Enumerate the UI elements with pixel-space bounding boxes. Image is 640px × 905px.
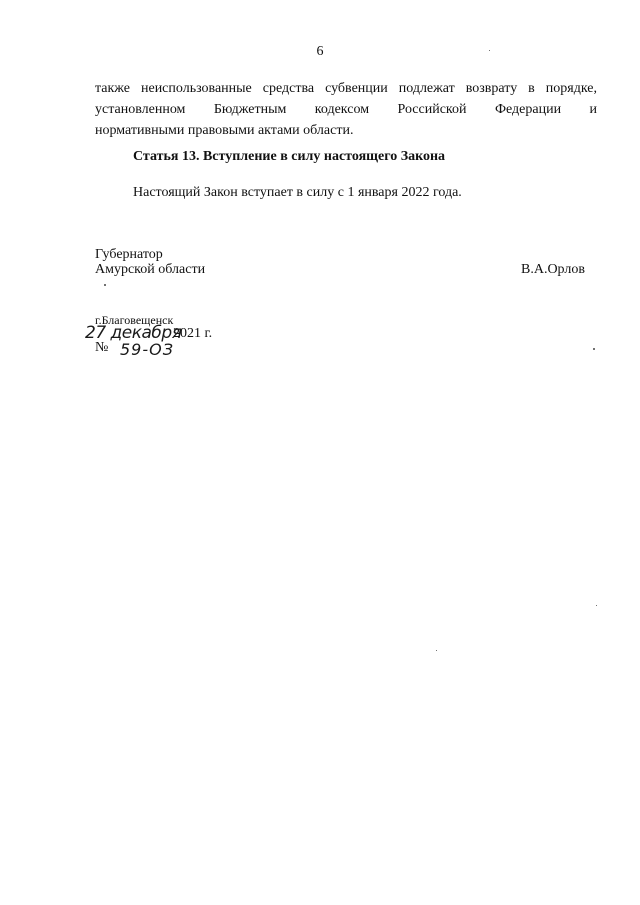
paragraph-line: нормативными правовыми актами области. (95, 123, 354, 138)
number-sign: № (95, 340, 109, 355)
article-heading: Статья 13. Вступление в силу настоящего Закона (133, 149, 446, 164)
scan-speck (436, 650, 437, 651)
paragraph-line: установленном Бюджетным кодексом Российской Федерации и (95, 102, 597, 117)
scan-speck (593, 348, 595, 350)
date-year: 2021 г. (173, 326, 213, 341)
paragraph-line: также неиспользованные средства субвенции подлежат возврату в порядке, (95, 81, 597, 96)
signer-title-line: Губернатор (95, 247, 163, 262)
body-paragraph (95, 78, 597, 141)
signer-name: В.А.Орлов (521, 262, 585, 277)
law-number (95, 340, 215, 360)
signer-title-line: Амурской области (95, 262, 206, 277)
handwritten-date: 27 декабря (85, 323, 182, 343)
place-of-signing: г.Благовещенск (95, 313, 174, 327)
scan-speck (489, 50, 490, 51)
page-number: 6 (316, 44, 324, 59)
signer-title (95, 247, 205, 277)
article-text: Настоящий Закон вступает в силу с 1 января 2022 года. (133, 185, 462, 200)
handwritten-number: 59-ОЗ (120, 340, 174, 359)
scan-speck (104, 284, 106, 286)
scan-speck (596, 605, 597, 606)
